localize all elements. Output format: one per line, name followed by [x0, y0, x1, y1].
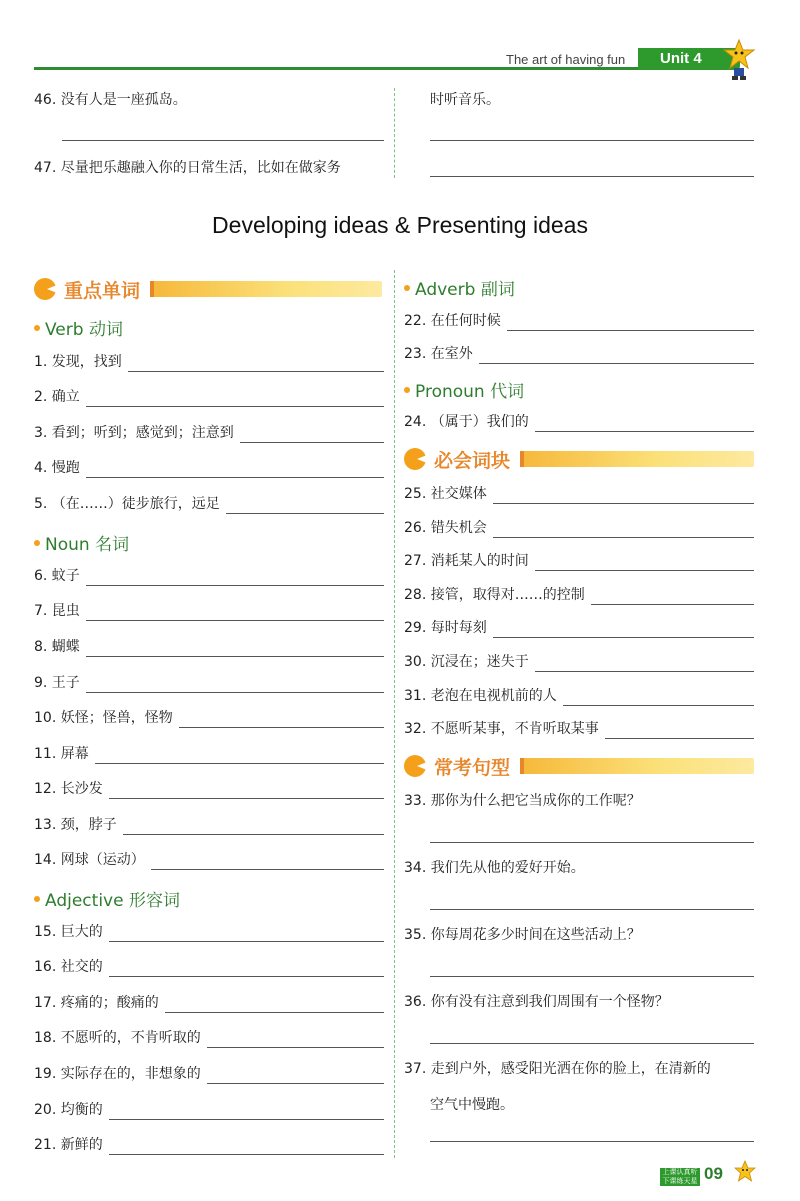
- answer-line[interactable]: [535, 556, 754, 571]
- vocab-item-5: 5. （在……）徒步旅行，远足: [34, 494, 384, 514]
- vocab-item-8: 8. 蝴蝶: [34, 637, 384, 657]
- answer-line-33[interactable]: [430, 842, 754, 843]
- vocab-item-17: 17. 疼痛的；酸痛的: [34, 993, 384, 1013]
- vocab-item-15: 15. 巨大的: [34, 922, 384, 942]
- phrase-item-28: 28. 接管，取得对……的控制: [404, 585, 754, 605]
- answer-line[interactable]: [493, 489, 754, 504]
- vocab-item-1: 1. 发现，找到: [34, 352, 384, 372]
- header-subtitle: The art of having fun: [506, 52, 626, 67]
- answer-line[interactable]: [165, 998, 384, 1013]
- star-mascot-icon: [734, 1160, 756, 1184]
- category-pronoun: Pronoun 代词: [404, 377, 524, 402]
- answer-line[interactable]: [109, 927, 384, 942]
- column-divider-top: [394, 88, 395, 178]
- answer-line[interactable]: [95, 749, 384, 764]
- category-noun: Noun 名词: [34, 530, 129, 555]
- unit-tab: Unit 4: [638, 48, 740, 70]
- bullet-dot-icon: [404, 387, 410, 393]
- answer-line[interactable]: [207, 1033, 384, 1048]
- answer-line-37[interactable]: [430, 1141, 754, 1142]
- star-mascot-icon: [722, 38, 756, 82]
- answer-line-47b[interactable]: [430, 176, 754, 177]
- pacman-icon: [404, 448, 426, 470]
- answer-line-35[interactable]: [430, 976, 754, 977]
- answer-line[interactable]: [86, 463, 384, 478]
- answer-line[interactable]: [535, 417, 754, 432]
- vocab-item-24: 24. （属于）我们的: [404, 412, 754, 432]
- answer-line[interactable]: [109, 1105, 384, 1120]
- answer-line[interactable]: [128, 357, 384, 372]
- category-adverb: Adverb 副词: [404, 275, 515, 300]
- answer-line[interactable]: [493, 623, 754, 638]
- category-adjective: Adjective 形容词: [34, 886, 180, 911]
- banner-sentences-label: 常考句型: [434, 756, 511, 779]
- answer-line[interactable]: [86, 642, 384, 657]
- vocab-item-3: 3. 看到；听到；感觉到；注意到: [34, 423, 384, 443]
- vocab-item-14: 14. 网球（运动）: [34, 850, 384, 870]
- answer-line[interactable]: [563, 691, 754, 706]
- sentence-item-33: 33. 那你为什么把它当成你的工作呢？: [404, 793, 641, 809]
- banner-vocab-label: 重点单词: [64, 279, 141, 302]
- answer-line[interactable]: [123, 820, 384, 835]
- answer-line[interactable]: [109, 784, 384, 799]
- banner-vocab: [34, 275, 382, 303]
- footer-stamp: 上课认真听 下课练天星: [660, 1168, 700, 1186]
- sentence-item-35: 35. 你每周花多少时间在这些活动上？: [404, 927, 641, 943]
- category-verb: Verb 动词: [34, 315, 123, 340]
- answer-line[interactable]: [240, 428, 384, 443]
- phrase-item-32: 32. 不愿听某事，不肯听取某事: [404, 719, 754, 739]
- pacman-icon: [34, 278, 56, 300]
- answer-line[interactable]: [86, 606, 384, 621]
- banner-phrases-label: 必会词块: [434, 449, 511, 472]
- answer-line-36[interactable]: [430, 1043, 754, 1044]
- answer-line[interactable]: [109, 962, 384, 977]
- answer-line[interactable]: [226, 499, 384, 514]
- page-number: 09: [704, 1164, 723, 1183]
- bullet-dot-icon: [34, 896, 40, 902]
- vocab-item-21: 21. 新鲜的: [34, 1135, 384, 1155]
- phrase-item-29: 29. 每时每刻: [404, 618, 754, 638]
- answer-line[interactable]: [86, 392, 384, 407]
- item-47: 47. 尽量把乐趣融入你的日常生活，比如在做家务: [34, 160, 341, 176]
- vocab-item-16: 16. 社交的: [34, 957, 384, 977]
- answer-line[interactable]: [479, 349, 754, 364]
- answer-line[interactable]: [591, 590, 754, 605]
- answer-line[interactable]: [179, 713, 384, 728]
- banner-bar: [520, 758, 754, 774]
- pacman-icon: [404, 755, 426, 777]
- answer-line-46[interactable]: [62, 140, 384, 141]
- bullet-dot-icon: [34, 540, 40, 546]
- phrase-item-25: 25. 社交媒体: [404, 484, 754, 504]
- answer-line[interactable]: [109, 1140, 384, 1155]
- answer-line-34[interactable]: [430, 909, 754, 910]
- answer-line[interactable]: [151, 855, 384, 870]
- answer-line[interactable]: [493, 523, 754, 538]
- answer-line[interactable]: [535, 657, 754, 672]
- phrase-item-31: 31. 老泡在电视机前的人: [404, 686, 754, 706]
- column-divider: [394, 270, 395, 1158]
- answer-line[interactable]: [207, 1069, 384, 1084]
- vocab-item-7: 7. 昆虫: [34, 601, 384, 621]
- answer-line[interactable]: [507, 316, 754, 331]
- vocab-item-23: 23. 在室外: [404, 344, 754, 364]
- answer-line[interactable]: [86, 571, 384, 586]
- sentence-item-37-continued: 空气中慢跑。: [430, 1097, 514, 1113]
- vocab-item-4: 4. 慢跑: [34, 458, 384, 478]
- vocab-item-12: 12. 长沙发: [34, 779, 384, 799]
- bullet-dot-icon: [34, 325, 40, 331]
- sentence-item-34: 34. 我们先从他的爱好开始。: [404, 860, 585, 876]
- phrase-item-27: 27. 消耗某人的时间: [404, 551, 754, 571]
- answer-line[interactable]: [605, 724, 754, 739]
- banner-bar: [150, 281, 382, 297]
- phrase-item-30: 30. 沉浸在；迷失于: [404, 652, 754, 672]
- vocab-item-2: 2. 确立: [34, 387, 384, 407]
- sentence-item-37: 37. 走到户外，感受阳光洒在你的脸上，在清新的: [404, 1061, 711, 1077]
- section-title: Developing ideas & Presenting ideas: [212, 212, 588, 238]
- vocab-item-19: 19. 实际存在的，非想象的: [34, 1064, 384, 1084]
- bullet-dot-icon: [404, 285, 410, 291]
- vocab-item-10: 10. 妖怪；怪兽，怪物: [34, 708, 384, 728]
- item-46: 46. 没有人是一座孤岛。: [34, 92, 187, 108]
- sentence-item-36: 36. 你有没有注意到我们周围有一个怪物？: [404, 994, 669, 1010]
- phrase-item-26: 26. 错失机会: [404, 518, 754, 538]
- answer-line[interactable]: [86, 678, 384, 693]
- vocab-item-9: 9. 王子: [34, 673, 384, 693]
- banner-bar: [520, 451, 754, 467]
- vocab-item-13: 13. 颈，脖子: [34, 815, 384, 835]
- vocab-item-6: 6. 蚊子: [34, 566, 384, 586]
- answer-line-47a[interactable]: [430, 140, 754, 141]
- vocab-item-22: 22. 在任何时候: [404, 311, 754, 331]
- banner-phrases: [404, 445, 754, 473]
- header-rule: [34, 67, 639, 70]
- vocab-item-20: 20. 均衡的: [34, 1100, 384, 1120]
- item-47-continued: 时听音乐。: [430, 92, 500, 108]
- banner-sentences: [404, 752, 754, 780]
- vocab-item-18: 18. 不愿听的，不肯听取的: [34, 1028, 384, 1048]
- vocab-item-11: 11. 屏幕: [34, 744, 384, 764]
